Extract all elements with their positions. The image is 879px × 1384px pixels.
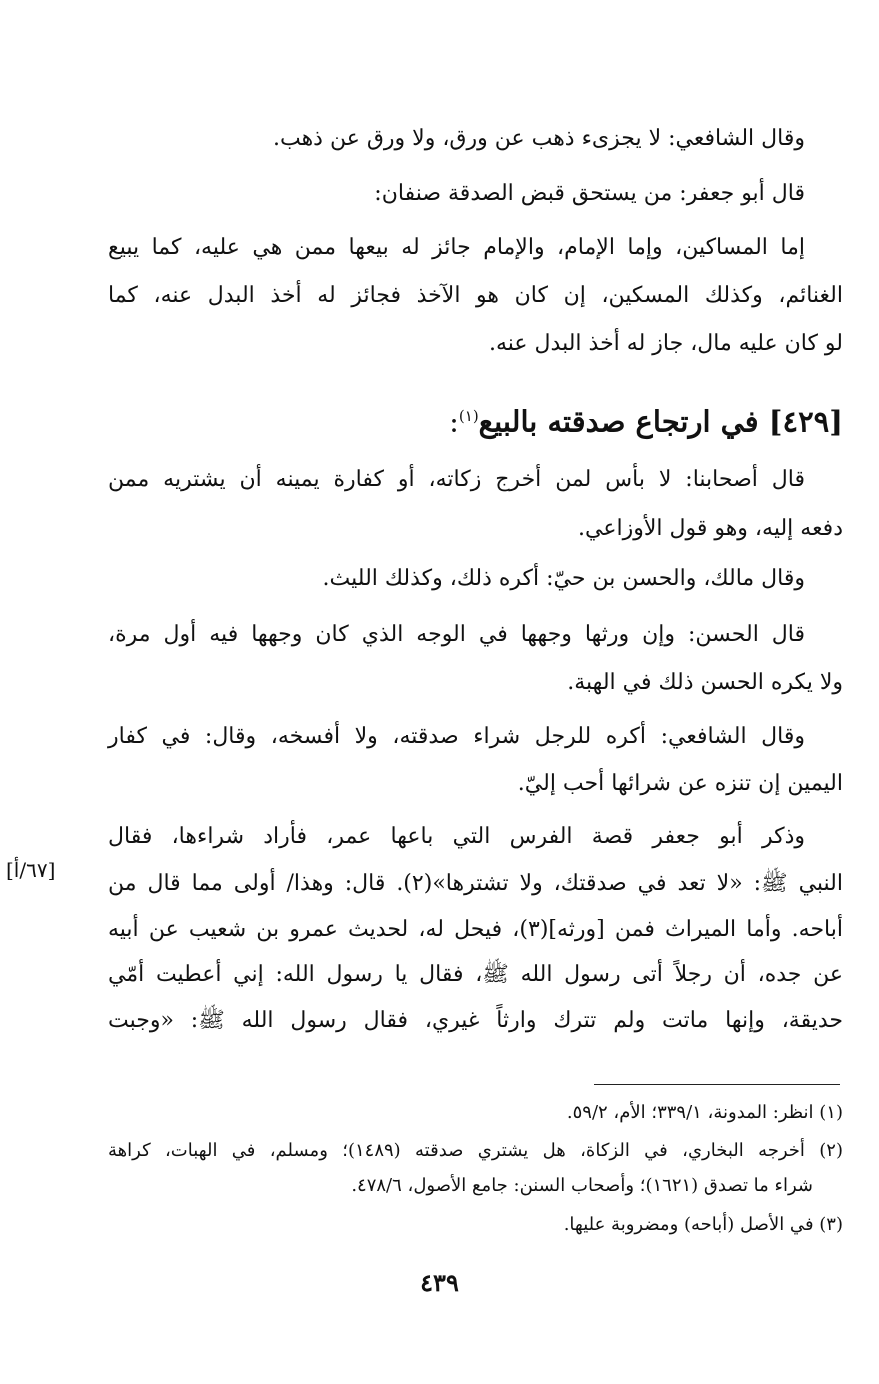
paragraph-line: إما المساكين، وإما الإمام، والإمام جائز له بيعها ممن هي عليه، كما يبيع	[108, 235, 805, 260]
paragraph-shafii-gold-silver: وقال الشافعي: لا يجزىء ذهب عن ورق، ولا ورق عن ذهب.	[272, 126, 805, 151]
paragraph-line: النبي ﷺ: «لا تعد في صدقتك، ولا تشترها»(٢). قال: وهذا/ أولى مما قال من	[108, 871, 843, 896]
heading-suffix: :	[449, 404, 459, 439]
section-number: [٤٢٩]	[768, 404, 843, 439]
paragraph-line: حديقة، وإنها ماتت ولم تترك وارثاً غيري، فقال رسول الله ﷺ: «وجبت	[108, 1008, 843, 1033]
paragraph-line: وقال الشافعي: أكره للرجل شراء صدقته، ولا أفسخه، وقال: في كفار	[108, 724, 805, 749]
paragraph-line: دفعه إليه، وهو قول الأوزاعي.	[578, 516, 843, 541]
paragraph-line: اليمين إن تنزه عن شرائها أحب إليّ.	[517, 771, 843, 796]
paragraph-abu-jafar-categories: قال أبو جعفر: من يستحق قبض الصدقة صنفان:	[374, 181, 805, 206]
footnote-2-line: (٢) أخرجه البخاري، في الزكاة، هل يشتري صدقته (١٤٨٩)؛ ومسلم، في الهبات، كراهة	[108, 1140, 843, 1161]
section-heading	[108, 398, 843, 440]
footnote-3: (٣) في الأصل (أباحه) ومضروبة عليها.	[563, 1214, 843, 1235]
footnote-2-line: شراء ما تصدق (١٦٢١)؛ وأصحاب السنن: جامع الأصول، ٤٧٨/٦.	[351, 1175, 813, 1196]
manuscript-folio-marker: [٦٧/أ]	[6, 858, 56, 882]
footnote-separator	[594, 1084, 840, 1085]
section-title: في ارتجاع صدقته بالبيع	[478, 404, 759, 439]
page-number: ٤٣٩	[420, 1268, 459, 1297]
paragraph-line: قال أصحابنا: لا بأس لمن أخرج زكاته، أو كفارة يمينه أن يشتريه ممن	[108, 467, 805, 492]
paragraph-line: وذكر أبو جعفر قصة الفرس التي باعها عمر، فأراد شراءها، فقال	[108, 824, 805, 849]
paragraph-line: الغنائم، وكذلك المسكين، إن كان هو الآخذ فجائز له أخذ البدل عنه، كما	[108, 283, 843, 308]
paragraph-line: عن جده، أن رجلاً أتى رسول الله ﷺ، فقال يا رسول الله: إني أعطيت أمّي	[108, 962, 843, 987]
footnote-ref[interactable]: (١)	[458, 407, 479, 425]
paragraph-line: أباحه. وأما الميراث فمن [ورثه](٣)، فيحل له، لحديث عمرو بن شعيب عن أبيه	[108, 917, 843, 942]
paragraph-malik: وقال مالك، والحسن بن حيّ: أكره ذلك، وكذلك الليث.	[322, 566, 805, 591]
paragraph-line: ولا يكره الحسن ذلك في الهبة.	[567, 670, 843, 695]
footnote-1: (١) انظر: المدونة، ٣٣٩/١؛ الأم، ٥٩/٢.	[566, 1102, 843, 1123]
paragraph-line: لو كان عليه مال، جاز له أخذ البدل عنه.	[489, 331, 843, 356]
paragraph-line: قال الحسن: وإن ورثها وجهها في الوجه الذي كان وجهها فيه أول مرة،	[108, 622, 805, 647]
